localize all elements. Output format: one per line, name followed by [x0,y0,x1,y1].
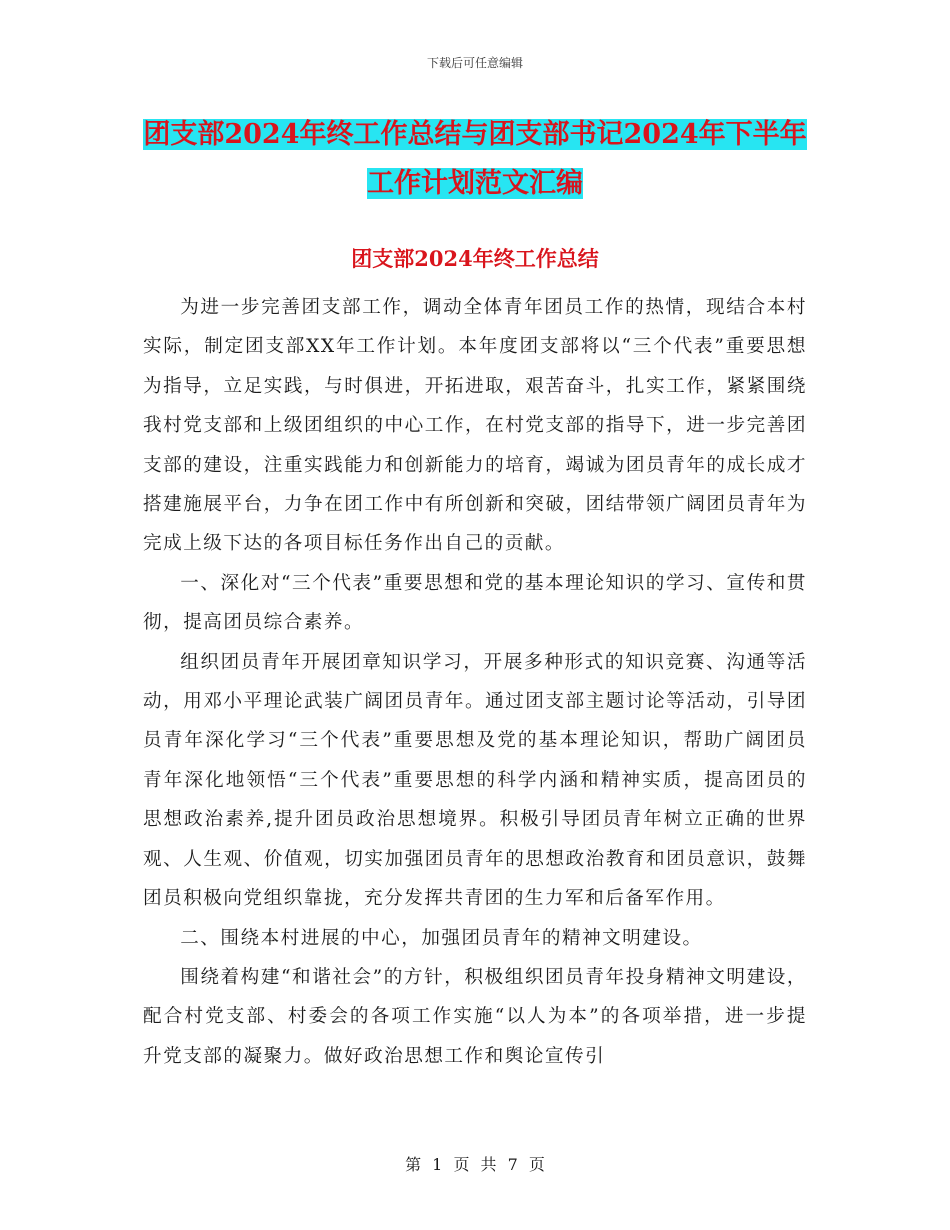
body-paragraph: 二、围绕本村进展的中心，加强团员青年的精神文明建设。 [180,927,703,949]
title-highlight: 团支部2024年终工作总结与团支部书记2024年下半年工作计划范文汇编 [143,119,807,199]
section-title: 团支部2024年终工作总结 [351,246,599,271]
document-body [143,288,807,1076]
body-paragraph: 组织团员青年开展团章知识学习，开展多种形式的知识竞赛、沟通等活动，用邓小平理论武装广阔团员青年。通过团支部主题讨论等活动，引导团员青年深化学习“三个代表”重要思想及党的基本理论知识，帮助广阔团员青年深化地领悟“三个代表”重要思想的科学内涵和精神实质，提高团员的思想政治素养,提升团员政治思想境界。积极引导团员青年树立正确的世界观、人生观、价值观，切实加强团员青年的思想政治教育和团员意识，鼓舞团员积极向党组织靠拢，充分发挥共青团的生力军和后备军作用。 [143,651,807,910]
body-paragraph: 围绕着构建“和谐社会”的方针，积极组织团员青年投身精神文明建设，配合村党支部、村委会的各项工作实施“以人为本”的各项举措，进一步提升党支部的凝聚力。做好政治思想工作和舆论宣传引 [143,966,807,1067]
document-title [140,110,810,208]
body-paragraph: 一、深化对“三个代表”重要思想和党的基本理论知识的学习、宣传和贯彻，提高团员综合素养。 [143,572,807,634]
page-number-footer: 第 1 页 共 7 页 [405,1155,545,1174]
body-paragraph: 为进一步完善团支部工作，调动全体青年团员工作的热情，现结合本村实际，制定团支部XX年工作计划。本年度团支部将以“三个代表”重要思想为指导，立足实践，与时俱进，开拓进取，艰苦奋斗，扎实工作，紧紧围绕我村党支部和上级团组织的中心工作，在村党支部的指导下，进一步完善团支部的建设，注重实践能力和创新能力的培育，竭诚为团员青年的成长成才搭建施展平台，力争在团工作中有所创新和突破，团结带领广阔团员青年为完成上级下达的各项目标任务作出自己的贡献。 [143,297,807,555]
page-header-note: 下载后可任意编辑 [426,56,523,70]
